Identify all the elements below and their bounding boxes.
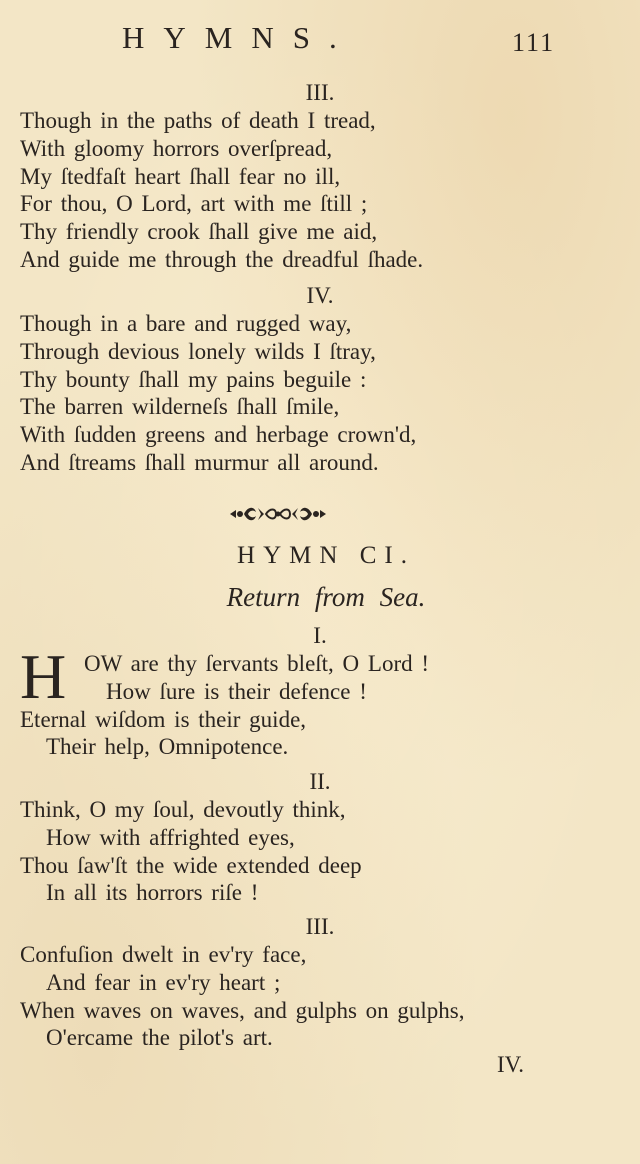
verse-line: O'ercame the pilot's art. — [46, 1025, 273, 1051]
verse-line: The barren wilderneſs ſhall ſmile, — [20, 394, 340, 420]
verse-line: My ſtedfaſt heart ſhall fear no ill, — [20, 163, 341, 189]
verse-line: Though in the paths of death I tread, — [20, 108, 376, 133]
drop-cap-block — [20, 641, 620, 712]
verse-line: Think, O my ſoul, devoutly think, — [20, 797, 346, 822]
stanza-number: I. — [313, 623, 327, 648]
running-head: HYMNS. — [122, 20, 356, 55]
verse-line: With ſudden greens and herbage crown'd, — [20, 422, 417, 448]
hymn-title: HYMN CI. — [237, 542, 415, 569]
stanza-number: II. — [309, 769, 331, 794]
verse-line: Eternal wiſdom is their guide, — [20, 706, 307, 732]
hymn-ci-stanza-iii — [20, 913, 620, 1052]
stanza-number: III. — [305, 80, 335, 105]
stanza-number: III. — [305, 914, 335, 939]
verse-line: OW are thy ſervants bleſt, O Lord ! — [84, 651, 430, 676]
verse-line: And fear in ev'ry heart ; — [46, 969, 281, 995]
verse-line: And guide me through the dreadful ſhade. — [20, 246, 424, 272]
verse-line: Thy bounty ſhall my pains beguile : — [20, 366, 367, 392]
verse-line: Their help, Omnipotence. — [46, 734, 289, 760]
hymn-ci-stanza-i — [20, 622, 620, 761]
verse-line: Through devious lonely wilds I ſtray, — [20, 338, 376, 364]
verse-line: Thy friendly crook ſhall give me aid, — [20, 219, 378, 245]
printers-ornament-icon — [228, 500, 328, 528]
verse-line: In all its horrors riſe ! — [46, 880, 259, 906]
stanza-number: IV. — [306, 283, 334, 308]
verse-line: How with affrighted eyes, — [46, 824, 295, 850]
page-number: 111 — [512, 28, 556, 57]
hymn-ci-stanza-ii — [20, 768, 620, 907]
drop-cap: H — [20, 641, 67, 712]
verse-line: With gloomy horrors overſpread, — [20, 135, 333, 161]
verse-line: Though in a bare and rugged way, — [20, 311, 352, 336]
verse-line: When waves on waves, and gulphs on gulphs, — [20, 997, 465, 1023]
verse-line: How ſure is their defence ! — [106, 678, 367, 704]
verse-line: And ſtreams ſhall murmur all around. — [20, 449, 379, 475]
hymn-subtitle: Return from Sea. — [226, 582, 426, 612]
catchword: IV. — [497, 1052, 525, 1077]
verse-line: For thou, O Lord, art with me ſtill ; — [20, 191, 368, 217]
stanza-iv-continued — [20, 282, 620, 477]
stanza-iii-continued — [20, 79, 620, 274]
verse-line: Confuſion dwelt in ev'ry face, — [20, 942, 307, 967]
verse-line: Thou ſaw'ſt the wide extended deep — [20, 852, 362, 878]
